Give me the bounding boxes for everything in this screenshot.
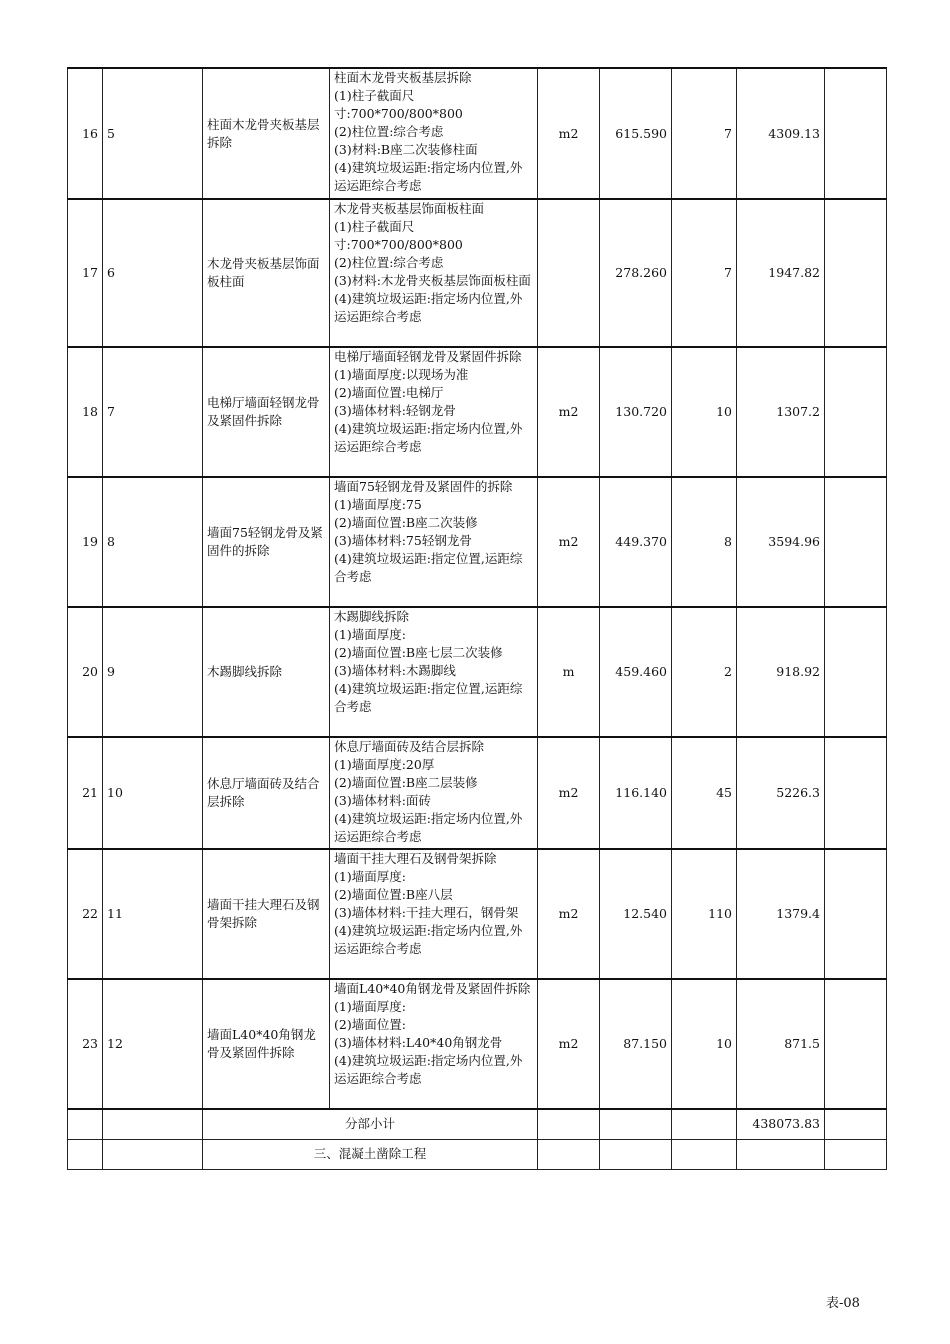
item-unit: m2 [538,68,600,199]
remarks-cell [825,68,887,199]
remarks-cell [825,979,887,1109]
item-unit: m [538,607,600,737]
empty-cell [538,1139,600,1169]
item-unit-price: 10 [672,979,737,1109]
item-description: 墙面L40*40角钢龙骨及紧固件拆除 (1)墙面厚度: (2)墙面位置: (3)墙体材料:L40*40角钢龙骨 (4)建筑垃圾运距:指定场内位置,外运运距综合考虑 [330,979,538,1109]
section-header: 三、混凝土凿除工程 [203,1139,538,1169]
item-code: 5 [103,68,203,199]
item-quantity: 615.590 [600,68,672,199]
item-quantity: 87.150 [600,979,672,1109]
table-row [68,347,887,477]
row-number: 18 [68,347,103,477]
item-unit [538,199,600,347]
table-row [68,477,887,607]
item-quantity: 12.540 [600,849,672,979]
item-name: 墙面干挂大理石及钢骨架拆除 [203,849,330,979]
empty-cell [600,1109,672,1139]
item-code: 11 [103,849,203,979]
item-name: 木龙骨夹板基层饰面板柱面 [203,199,330,347]
item-name: 休息厅墙面砖及结合层拆除 [203,737,330,849]
table-row [68,607,887,737]
table-row [68,849,887,979]
quantity-table [67,67,887,1170]
item-code: 12 [103,979,203,1109]
item-unit-price: 45 [672,737,737,849]
item-description: 墙面75轻钢龙骨及紧固件的拆除 (1)墙面厚度:75 (2)墙面位置:B座二次装修 (3)墙体材料:75轻钢龙骨 (4)建筑垃圾运距:指定位置,运距综合考虑 [330,477,538,607]
empty-cell [600,1139,672,1169]
remarks-cell [825,477,887,607]
item-unit: m2 [538,849,600,979]
item-unit-price: 2 [672,607,737,737]
remarks-cell [825,849,887,979]
item-unit-price: 7 [672,199,737,347]
section-header-row [68,1139,887,1169]
item-unit-price: 8 [672,477,737,607]
item-name: 墙面L40*40角钢龙骨及紧固件拆除 [203,979,330,1109]
row-number: 21 [68,737,103,849]
empty-cell [672,1109,737,1139]
empty-cell [103,1139,203,1169]
item-code: 8 [103,477,203,607]
empty-cell [672,1139,737,1169]
empty-cell [103,1109,203,1139]
item-name: 柱面木龙骨夹板基层拆除 [203,68,330,199]
item-code: 6 [103,199,203,347]
subtotal-total: 438073.83 [737,1109,825,1139]
table-row [68,68,887,199]
item-total: 4309.13 [737,68,825,199]
remarks-cell [825,199,887,347]
item-quantity: 459.460 [600,607,672,737]
item-unit-price: 7 [672,68,737,199]
remarks-cell [825,737,887,849]
table-row [68,979,887,1109]
empty-cell [538,1109,600,1139]
item-name: 电梯厅墙面轻钢龙骨及紧固件拆除 [203,347,330,477]
item-total: 1379.4 [737,849,825,979]
table-row [68,737,887,849]
item-unit: m2 [538,347,600,477]
row-number: 16 [68,68,103,199]
empty-cell [68,1139,103,1169]
item-code: 10 [103,737,203,849]
empty-cell [825,1109,887,1139]
item-name: 木踢脚线拆除 [203,607,330,737]
item-total: 871.5 [737,979,825,1109]
row-number: 17 [68,199,103,347]
item-total: 5226.3 [737,737,825,849]
item-total: 918.92 [737,607,825,737]
item-code: 7 [103,347,203,477]
item-description: 柱面木龙骨夹板基层拆除 (1)柱子截面尺寸:700*700/800*800 (2)柱位置:综合考虑 (3)材料:B座二次装修柱面 (4)建筑垃圾运距:指定场内位置,外运运距综合考虑 [330,68,538,199]
subtotal-label: 分部小计 [203,1109,538,1139]
empty-cell [68,1109,103,1139]
item-quantity: 116.140 [600,737,672,849]
item-unit: m2 [538,737,600,849]
item-total: 3594.96 [737,477,825,607]
item-quantity: 449.370 [600,477,672,607]
item-description: 电梯厅墙面轻钢龙骨及紧固件拆除 (1)墙面厚度:以现场为准 (2)墙面位置:电梯厅 (3)墙体材料:轻钢龙骨 (4)建筑垃圾运距:指定场内位置,外运运距综合考虑 [330,347,538,477]
item-total: 1947.82 [737,199,825,347]
row-number: 23 [68,979,103,1109]
item-code: 9 [103,607,203,737]
remarks-cell [825,607,887,737]
row-number: 19 [68,477,103,607]
item-unit-price: 110 [672,849,737,979]
item-unit: m2 [538,979,600,1109]
table-row [68,199,887,347]
item-description: 木踢脚线拆除 (1)墙面厚度: (2)墙面位置:B座七层二次装修 (3)墙体材料:木踢脚线 (4)建筑垃圾运距:指定位置,运距综合考虑 [330,607,538,737]
table-footnote: 表-08 [826,1296,860,1311]
item-quantity: 130.720 [600,347,672,477]
item-name: 墙面75轻钢龙骨及紧固件的拆除 [203,477,330,607]
empty-cell [737,1139,825,1169]
row-number: 20 [68,607,103,737]
item-total: 1307.2 [737,347,825,477]
empty-cell [825,1139,887,1169]
item-quantity: 278.260 [600,199,672,347]
item-description: 木龙骨夹板基层饰面板柱面 (1)柱子截面尺寸:700*700/800*800 (2)柱位置:综合考虑 (3)材料:木龙骨夹板基层饰面板柱面 (4)建筑垃圾运距:指定场内位置,外运运距综合考虑 [330,199,538,347]
item-description: 墙面干挂大理石及钢骨架拆除 (1)墙面厚度: (2)墙面位置:B座八层 (3)墙体材料:干挂大理石，钢骨架 (4)建筑垃圾运距:指定场内位置,外运运距综合考虑 [330,849,538,979]
remarks-cell [825,347,887,477]
item-unit: m2 [538,477,600,607]
row-number: 22 [68,849,103,979]
item-description: 休息厅墙面砖及结合层拆除 (1)墙面厚度:20厚 (2)墙面位置:B座二层装修 (3)墙体材料:面砖 (4)建筑垃圾运距:指定场内位置,外运运距综合考虑 [330,737,538,849]
item-unit-price: 10 [672,347,737,477]
subtotal-row [68,1109,887,1139]
